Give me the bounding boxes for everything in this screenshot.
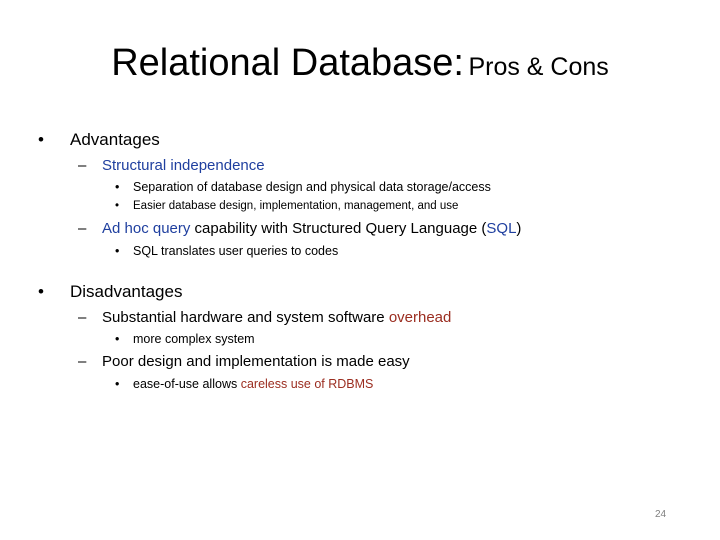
ad-hoc-query-text: capability with Structured Query Language (: [190, 220, 487, 237]
ad-hoc-query-row: [78, 220, 521, 237]
sub-point-row: [115, 200, 458, 212]
sub-point-row: [115, 377, 373, 391]
ad-hoc-query-highlight: Ad hoc query: [102, 220, 191, 237]
slide-title: [0, 42, 720, 85]
title-sub: Pros & Cons: [468, 53, 609, 81]
sub-point-text: Separation of database design and physical data storage/access: [133, 180, 491, 194]
careless-use-highlight: careless use of RDBMS: [240, 377, 374, 391]
dash-icon: –: [78, 220, 87, 237]
dash-icon: –: [78, 157, 87, 174]
bullet-icon: •: [115, 377, 120, 391]
advantages-heading-row: [38, 130, 160, 150]
bullet-icon: •: [115, 244, 120, 258]
sub-point-row: [115, 244, 338, 258]
ad-hoc-query-end: ): [516, 220, 522, 237]
hardware-overhead-text: Substantial hardware and system software: [102, 309, 389, 326]
sub-point-text: ease-of-use allows: [133, 377, 241, 391]
sub-point-row: [115, 180, 491, 194]
sub-point-text: Easier database design, implementation, management, and use: [133, 200, 459, 212]
dash-icon: –: [78, 309, 87, 326]
hardware-overhead-row: [78, 309, 451, 326]
bullet-icon: •: [115, 180, 120, 194]
page-number: 24: [655, 509, 667, 520]
sub-point-row: [115, 332, 255, 346]
bullet-icon: •: [38, 130, 44, 149]
structural-independence-row: [78, 157, 265, 174]
advantages-heading: Advantages: [70, 130, 160, 149]
poor-design-row: [78, 353, 410, 370]
sub-point-text: SQL translates user queries to codes: [133, 244, 339, 258]
bullet-icon: •: [115, 332, 120, 346]
bullet-icon: •: [115, 200, 120, 212]
title-main: Relational Database:: [111, 42, 464, 84]
overhead-highlight: overhead: [388, 309, 452, 326]
disadvantages-heading: Disadvantages: [70, 282, 183, 301]
disadvantages-heading-row: [38, 282, 182, 302]
sub-point-text: more complex system: [133, 332, 255, 346]
poor-design-label: Poor design and implementation is made easy: [102, 353, 410, 370]
bullet-icon: •: [38, 282, 44, 301]
dash-icon: –: [78, 353, 87, 370]
structural-independence-label: Structural independence: [102, 157, 265, 174]
sql-highlight: SQL: [486, 220, 517, 237]
